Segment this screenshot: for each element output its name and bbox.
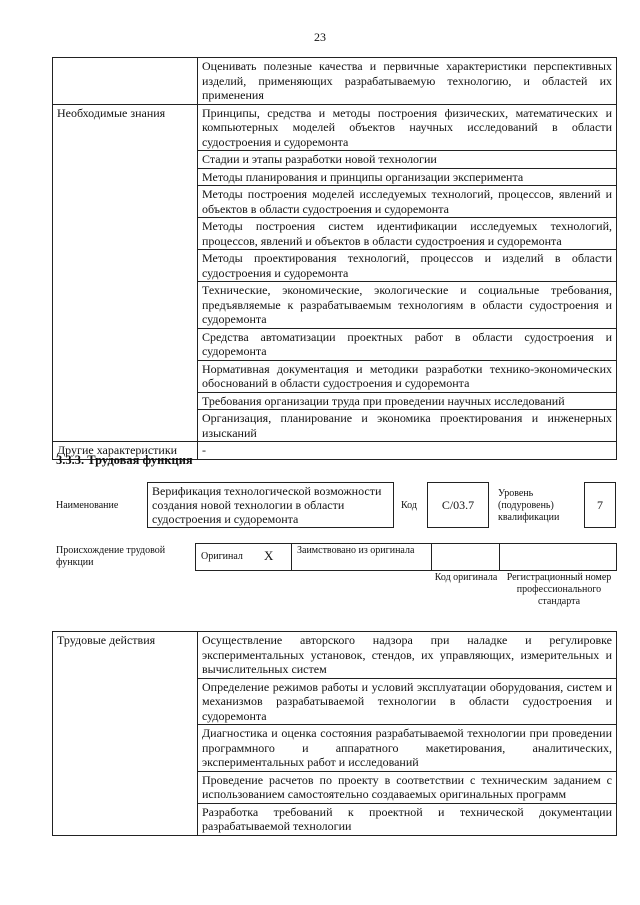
origin-label: Происхождение трудовой функции bbox=[56, 545, 166, 568]
action-item: Диагностика и оценка состояния разрабатываемой технологии при проведении программного и аппаратного макетирования, аналитических, экспериментальных работ и исследований bbox=[198, 725, 617, 772]
knowledge-item: Принципы, средства и методы построения физических, математических и компьютерных моделей объектов научных исследований в области судостроения и судоремонта bbox=[198, 104, 617, 151]
continuation-cell: Оценивать полезные качества и первичные характеристики перспективных изделий, применяющих разрабатываемую технологию, и областей их применения bbox=[198, 58, 617, 105]
knowledge-item: Методы построения систем идентификации исследуемых технологий, процессов, явлений и объектов в области судостроения и судоремонта bbox=[198, 218, 617, 250]
name-box bbox=[147, 482, 394, 528]
level-box bbox=[584, 482, 616, 528]
action-item: Проведение расчетов по проекту в соответствии с техническим заданием с использованием самостоятельно создаваемых оригинальных программ bbox=[198, 771, 617, 803]
knowledge-item: Методы построения моделей исследуемых технологий, процессов, явлений и объектов в области судостроения и судоремонта bbox=[198, 186, 617, 218]
section-heading: 3.3.3. Трудовая функция bbox=[56, 453, 193, 467]
other-characteristics-label: Другие характеристики bbox=[53, 442, 198, 460]
code-label: Код bbox=[401, 500, 417, 511]
knowledge-item: Технические, экономические, экологические и социальные требования, предъявляемые к разрабатываемым технологиям в области судостроения и судоремонта bbox=[198, 282, 617, 329]
original-mark: X bbox=[264, 548, 274, 563]
knowledge-item: Средства автоматизации проектных работ в области судостроения и судоремонта bbox=[198, 328, 617, 360]
action-item: Определение режимов работы и условий эксплуатации оборудования, систем и механизмов разрабатываемой технологии в области судостроения и судоремонта bbox=[198, 678, 617, 725]
original-label: Оригинал bbox=[201, 551, 243, 562]
actions-table bbox=[52, 631, 617, 836]
knowledge-label: Необходимые знания bbox=[53, 104, 198, 442]
borrowed-label: Заимствовано из оригинала bbox=[297, 545, 415, 556]
code-box bbox=[427, 482, 489, 528]
divider bbox=[431, 543, 432, 570]
knowledge-item: Методы планирования и принципы организации эксперимента bbox=[198, 168, 617, 186]
registration-caption: Регистрационный номер профессионального стандарта bbox=[506, 572, 612, 607]
empty-label-cell bbox=[53, 58, 198, 105]
divider bbox=[291, 543, 292, 570]
level-label: Уровень (подуровень) квалификации bbox=[498, 488, 560, 523]
divider bbox=[499, 543, 500, 570]
level-value: 7 bbox=[597, 498, 603, 512]
name-label: Наименование bbox=[56, 500, 119, 511]
knowledge-item: Методы проектирования технологий, процессов и изделий в области судостроения и судоремонта bbox=[198, 250, 617, 282]
action-item: Разработка требований к проектной и технической документации разрабатываемой технологии bbox=[198, 803, 617, 835]
knowledge-item: Стадии и этапы разработки новой технологии bbox=[198, 151, 617, 169]
code-value: C/03.7 bbox=[441, 498, 475, 512]
knowledge-item: Организация, планирование и экономика проектирования и инженерных изысканий bbox=[198, 410, 617, 442]
code-original-caption: Код оригинала bbox=[434, 572, 498, 583]
page-number: 23 bbox=[314, 30, 326, 44]
name-value: Верификация технологической возможности создания новой технологии в области судостроения и судоремонта bbox=[152, 484, 382, 526]
knowledge-item: Требования организации труда при проведении научных исследований bbox=[198, 392, 617, 410]
actions-label: Трудовые действия bbox=[53, 632, 198, 836]
knowledge-table bbox=[52, 57, 617, 460]
action-item: Осуществление авторского надзора при наладке и регулировке экспериментальных установок, стендов, их управляющих, измерительных и вычислительных систем bbox=[198, 632, 617, 679]
knowledge-item: Нормативная документация и методики разработки технико-экономических обоснований в области судостроения и судоремонта bbox=[198, 360, 617, 392]
other-characteristics-value: - bbox=[198, 442, 617, 460]
